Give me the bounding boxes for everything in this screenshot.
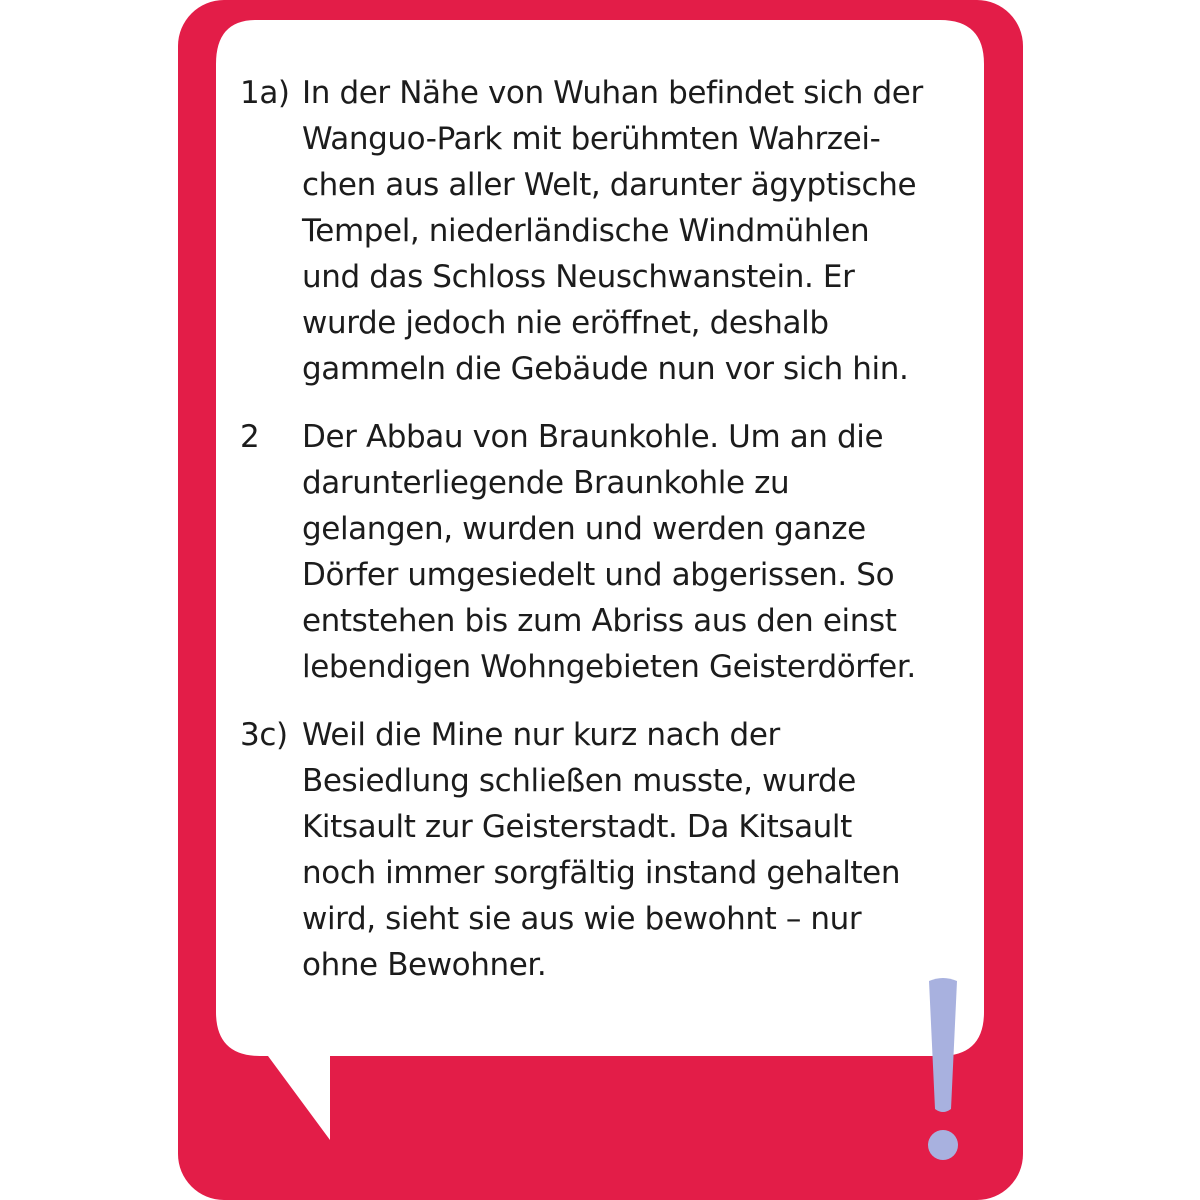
answer-line: wird, sieht sie aus wie bewohnt – nur <box>302 901 862 937</box>
answer-line: Tempel, niederländische Windmühlen <box>302 213 870 249</box>
answer-line: wurde jedoch nie eröffnet, deshalb <box>302 305 829 341</box>
answer-3 <box>240 712 960 988</box>
answer-line: In der Nähe von Wuhan befindet sich der <box>302 75 923 111</box>
answer-line: gelangen, wurden und werden ganze <box>302 511 866 547</box>
answer-line: gammeln die Gebäude nun vor sich hin. <box>302 351 909 387</box>
answer-line: darunterliegende Braunkohle zu <box>302 465 790 501</box>
answer-line: Wanguo-Park mit berühmten Wahrzei- <box>302 121 881 157</box>
answer-line: Dörfer umgesiedelt und abgerissen. So <box>302 557 895 593</box>
answer-line: und das Schloss Neuschwanstein. Er <box>302 259 855 295</box>
answer-number: 2 <box>240 419 260 455</box>
answer-line: noch immer sorgfältig instand gehalten <box>302 855 901 891</box>
answer-2 <box>240 414 960 690</box>
answer-line: Weil die Mine nur kurz nach der <box>302 717 780 753</box>
answer-text <box>302 712 900 988</box>
answer-number: 1a) <box>240 75 290 111</box>
answer-line: ohne Bewohner. <box>302 947 547 983</box>
answer-line: Kitsault zur Geisterstadt. Da Kitsault <box>302 809 852 845</box>
answer-number: 3c) <box>240 717 288 753</box>
answer-line: lebendigen Wohngebieten Geisterdörfer. <box>302 649 916 685</box>
answer-card <box>178 0 1023 1200</box>
answer-line: chen aus aller Welt, darunter ägyptische <box>302 167 917 203</box>
answer-1 <box>240 70 960 392</box>
answer-line: Besiedlung schließen musste, wurde <box>302 763 856 799</box>
answer-line: Der Abbau von Braunkohle. Um an die <box>302 419 884 455</box>
exclamation-mark-icon <box>923 975 963 1165</box>
answer-list <box>240 70 960 1010</box>
answer-text <box>302 70 923 392</box>
answer-line: entstehen bis zum Abriss aus den einst <box>302 603 897 639</box>
answer-text <box>302 414 916 690</box>
